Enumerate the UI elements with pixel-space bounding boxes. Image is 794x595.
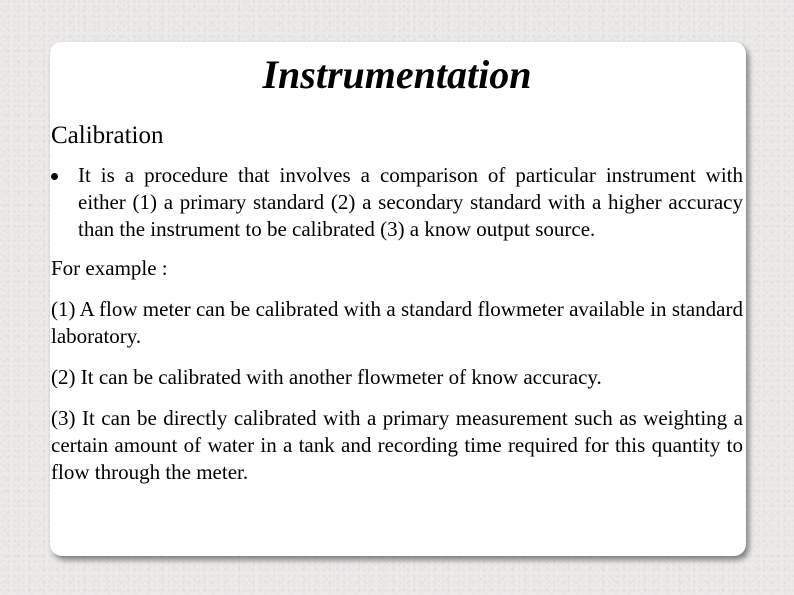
bullet-item [51, 162, 743, 243]
example-item-3: (3) It can be directly calibrated with a primary measurement such as weighting a certain amount of water in a tank and recording time required for this quantity to flow through the meter. [51, 406, 743, 484]
example-item-2: (2) It can be calibrated with another flowmeter of know accuracy. [51, 365, 602, 389]
bullet-text: It is a procedure that involves a comparison of particular instrument with either (1) a primary standard (2) a secondary standard with a higher accuracy than the instrument to be calibrated (3) a know output source. [78, 163, 743, 241]
bullet-dot-icon [51, 173, 58, 180]
example-intro: For example : [51, 256, 168, 280]
slide-content [51, 120, 743, 500]
section-heading: Calibration [51, 122, 164, 149]
slide-title: Instrumentation [262, 52, 532, 97]
example-item-1: (1) A flow meter can be calibrated with a standard flowmeter available in standard laboratory. [51, 297, 743, 348]
